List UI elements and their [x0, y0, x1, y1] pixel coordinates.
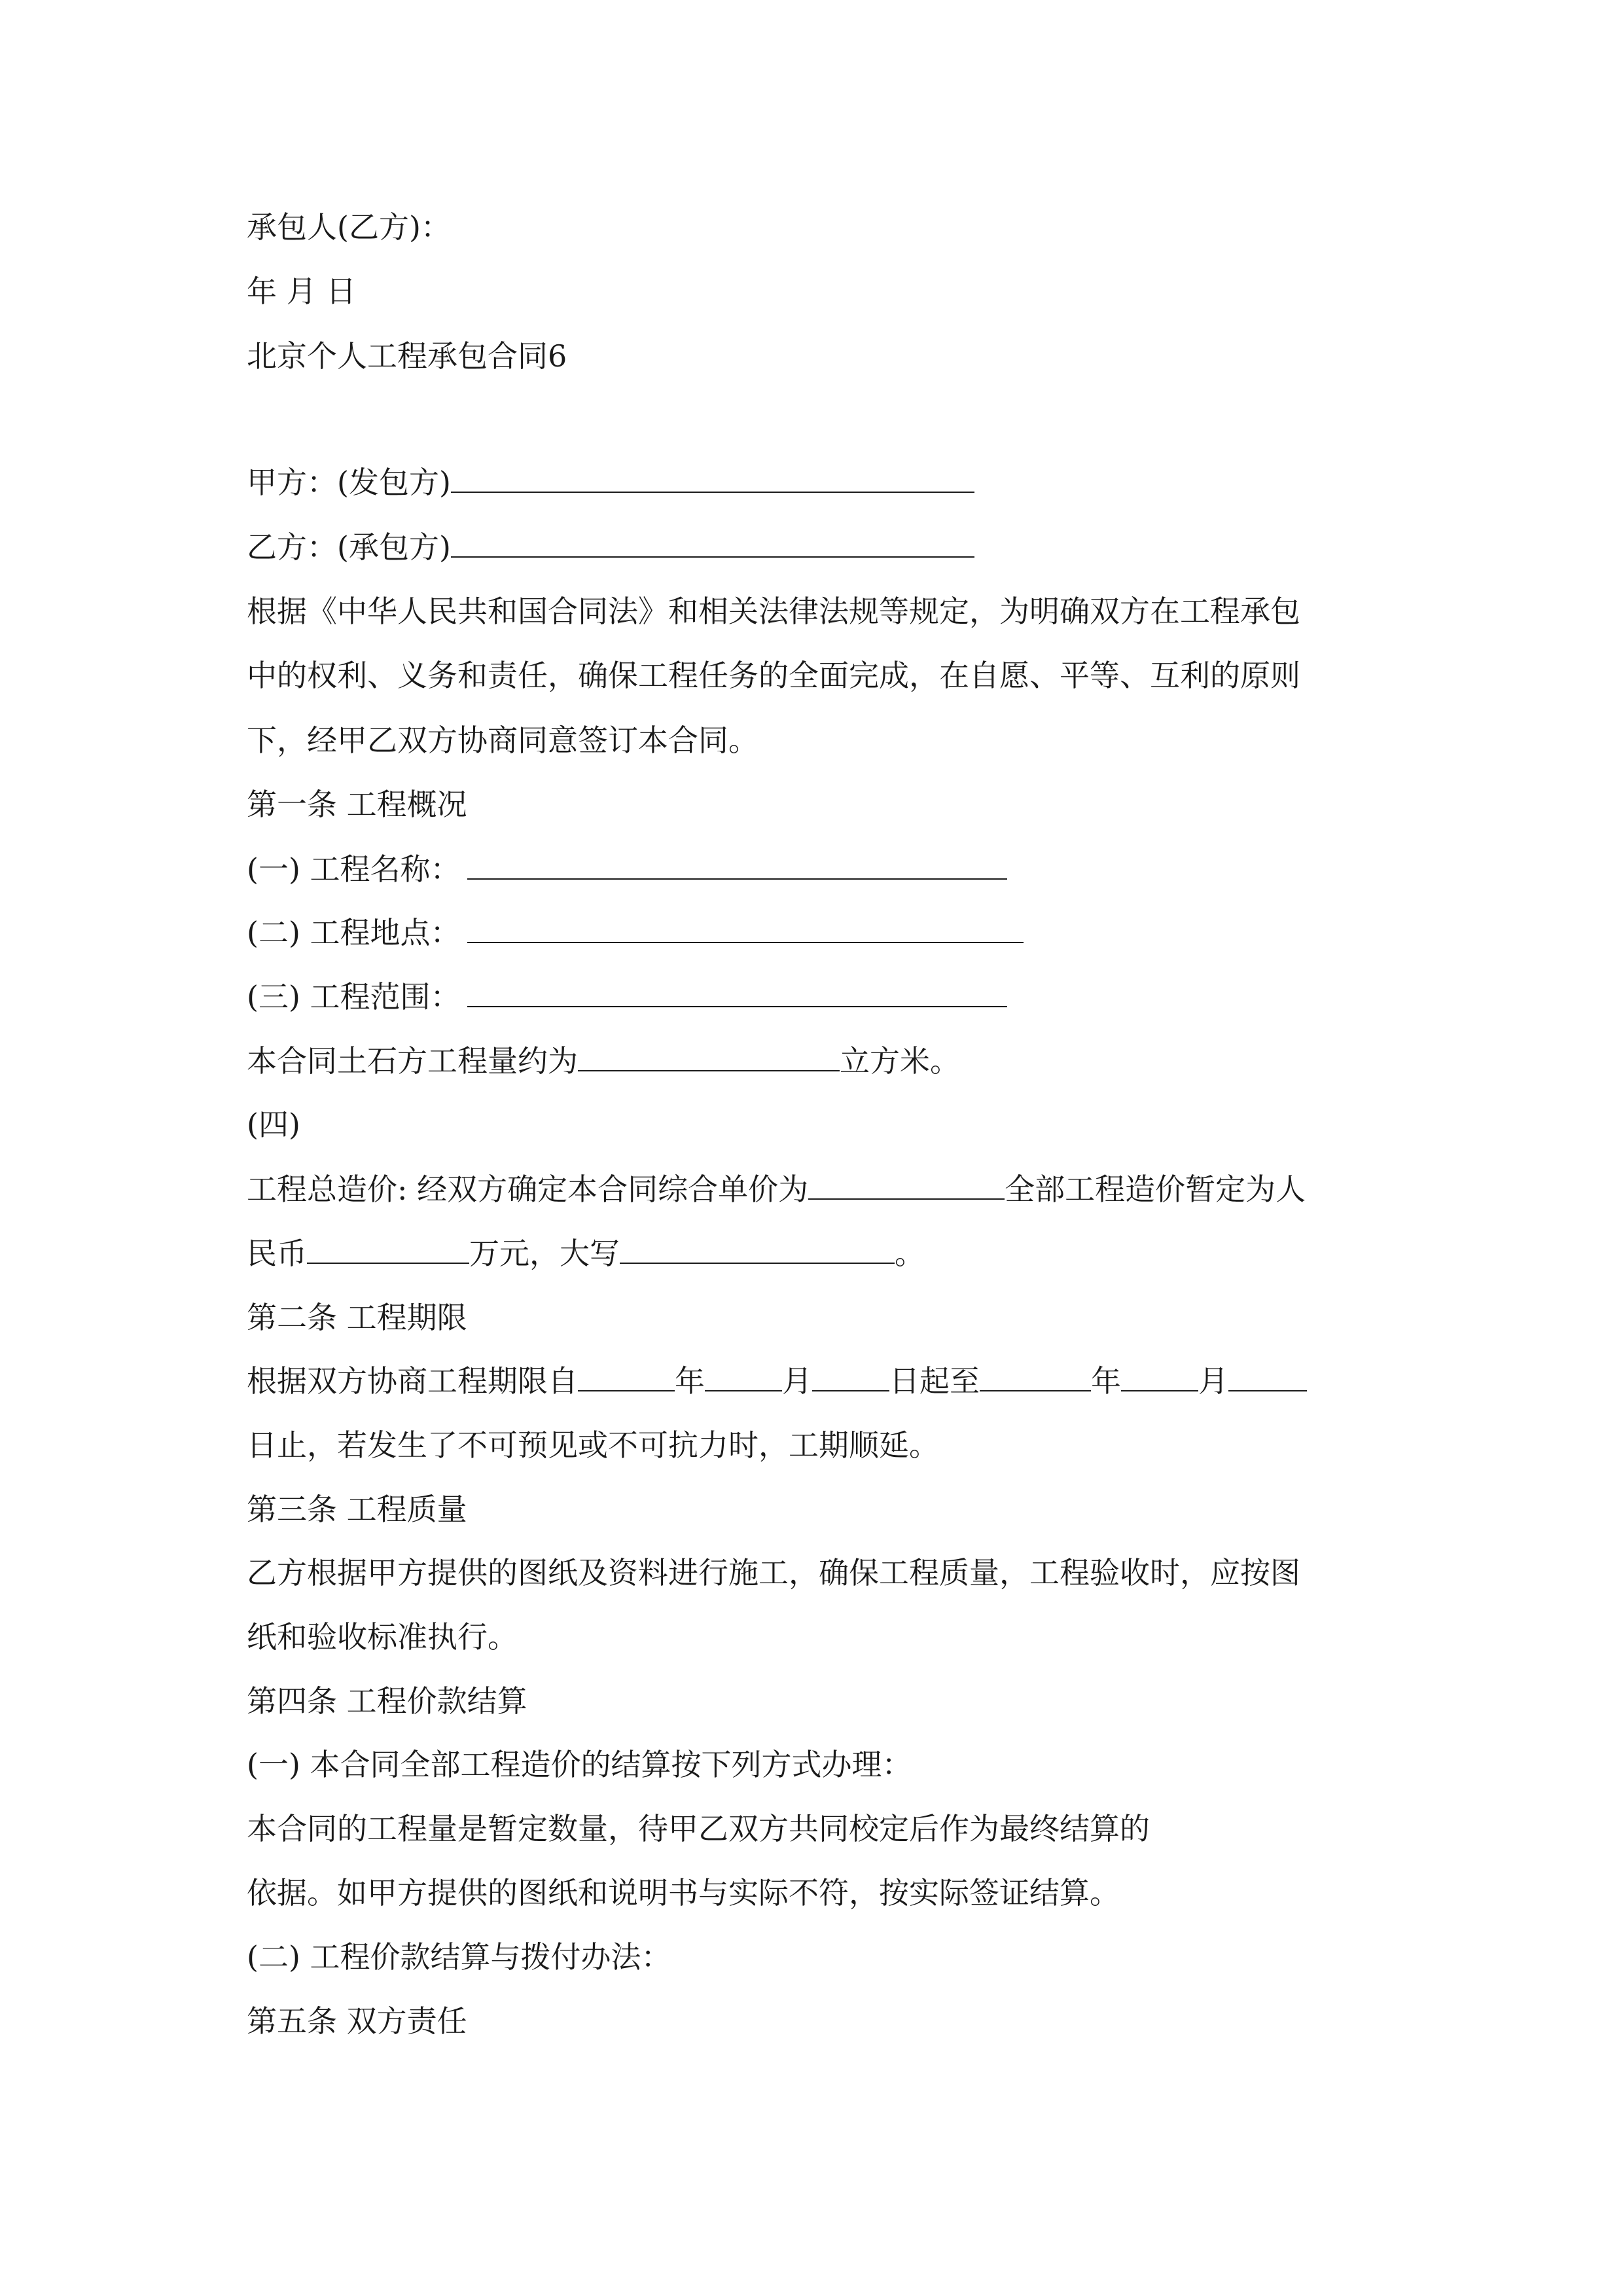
project-scope-label: (三) 工程范围： [247, 979, 461, 1014]
settlement-item-1: (一) 本合同全部工程造价的结算按下列方式办理： [247, 1747, 912, 1782]
month-label-2: 月 [1198, 1363, 1228, 1399]
start-day-blank [812, 1361, 889, 1391]
start-month-blank [705, 1361, 782, 1391]
preamble-line-3: 下，经甲乙双方协商同意签订本合同。 [247, 723, 758, 758]
article-4-heading: 第四条 工程价款结算 [247, 1683, 527, 1719]
amount-words-label: 万元，大写 [469, 1236, 620, 1271]
earthwork-unit: 立方米。 [840, 1043, 960, 1079]
earthwork-line [247, 1041, 960, 1081]
rmb-label: 民币 [247, 1236, 307, 1271]
year-label: 年 [675, 1363, 705, 1399]
start-year-blank [578, 1361, 675, 1391]
project-scope-blank [467, 977, 1007, 1007]
year-label-2: 年 [1091, 1363, 1121, 1399]
total-cost-label: 全部工程造价暂定为人 [1005, 1172, 1306, 1207]
project-name-line [247, 850, 1007, 889]
party-a-blank [451, 463, 974, 493]
period-line-1 [247, 1361, 1307, 1401]
party-a-label: 甲方：(发包方) [247, 465, 451, 500]
party-b-line [247, 528, 974, 567]
quality-line-2: 纸和验收标准执行。 [247, 1619, 518, 1655]
project-scope-line [247, 977, 1007, 1016]
total-cost-line-2 [247, 1234, 925, 1273]
party-a-line [247, 463, 974, 502]
item-4-label: (四) [247, 1107, 300, 1142]
month-label: 月 [782, 1363, 812, 1399]
document-title: 北京个人工程承包合同6 [247, 338, 567, 374]
project-name-blank [467, 850, 1007, 880]
date-placeholder: 年 月 日 [247, 274, 357, 309]
total-cost-line-1 [247, 1170, 1306, 1209]
project-location-blank [467, 913, 1024, 943]
signature-contractor-label: 承包人(乙方)： [247, 209, 451, 245]
project-location-line [247, 913, 1024, 952]
period: 。 [895, 1236, 925, 1271]
preamble-line-2: 中的权利、义务和责任，确保工程任务的全面完成，在自愿、平等、互利的原则 [247, 658, 1300, 693]
earthwork-blank [578, 1041, 840, 1071]
quality-line-1: 乙方根据甲方提供的图纸及资料进行施工，确保工程质量，工程验收时，应按图 [247, 1555, 1300, 1590]
settlement-text-2: 依据。如甲方提供的图纸和说明书与实际不符，按实际签证结算。 [247, 1875, 1120, 1910]
party-b-blank [451, 528, 974, 558]
settlement-text-1: 本合同的工程量是暂定数量，待甲乙双方共同校定后作为最终结算的 [247, 1811, 1150, 1846]
earthwork-label: 本合同土石方工程量约为 [247, 1043, 578, 1079]
article-3-heading: 第三条 工程质量 [247, 1492, 467, 1527]
project-location-label: (二) 工程地点： [247, 915, 461, 950]
unit-price-blank [808, 1170, 1005, 1200]
day-to-label: 日起至 [889, 1363, 980, 1399]
article-5-heading: 第五条 双方责任 [247, 2003, 467, 2039]
party-b-label: 乙方：(承包方) [247, 529, 451, 565]
end-year-blank [980, 1361, 1091, 1391]
article-1-heading: 第一条 工程概况 [247, 787, 467, 822]
unit-price-label: 工程总造价: 经双方确定本合同综合单价为 [247, 1172, 809, 1207]
preamble-line-1: 根据《中华人民共和国合同法》和相关法律法规等规定，为明确双方在工程承包 [247, 594, 1300, 629]
article-2-heading: 第二条 工程期限 [247, 1300, 467, 1335]
project-name-label: (一) 工程名称： [247, 852, 461, 887]
period-line-2: 日止，若发生了不可预见或不可抗力时，工期顺延。 [247, 1427, 939, 1463]
period-label: 根据双方协商工程期限自 [247, 1363, 578, 1399]
end-day-blank [1228, 1361, 1307, 1391]
settlement-item-2: (二) 工程价款结算与拨付办法： [247, 1939, 671, 1975]
amount-blank [307, 1234, 469, 1264]
end-month-blank [1121, 1361, 1198, 1391]
amount-words-blank [620, 1234, 895, 1264]
